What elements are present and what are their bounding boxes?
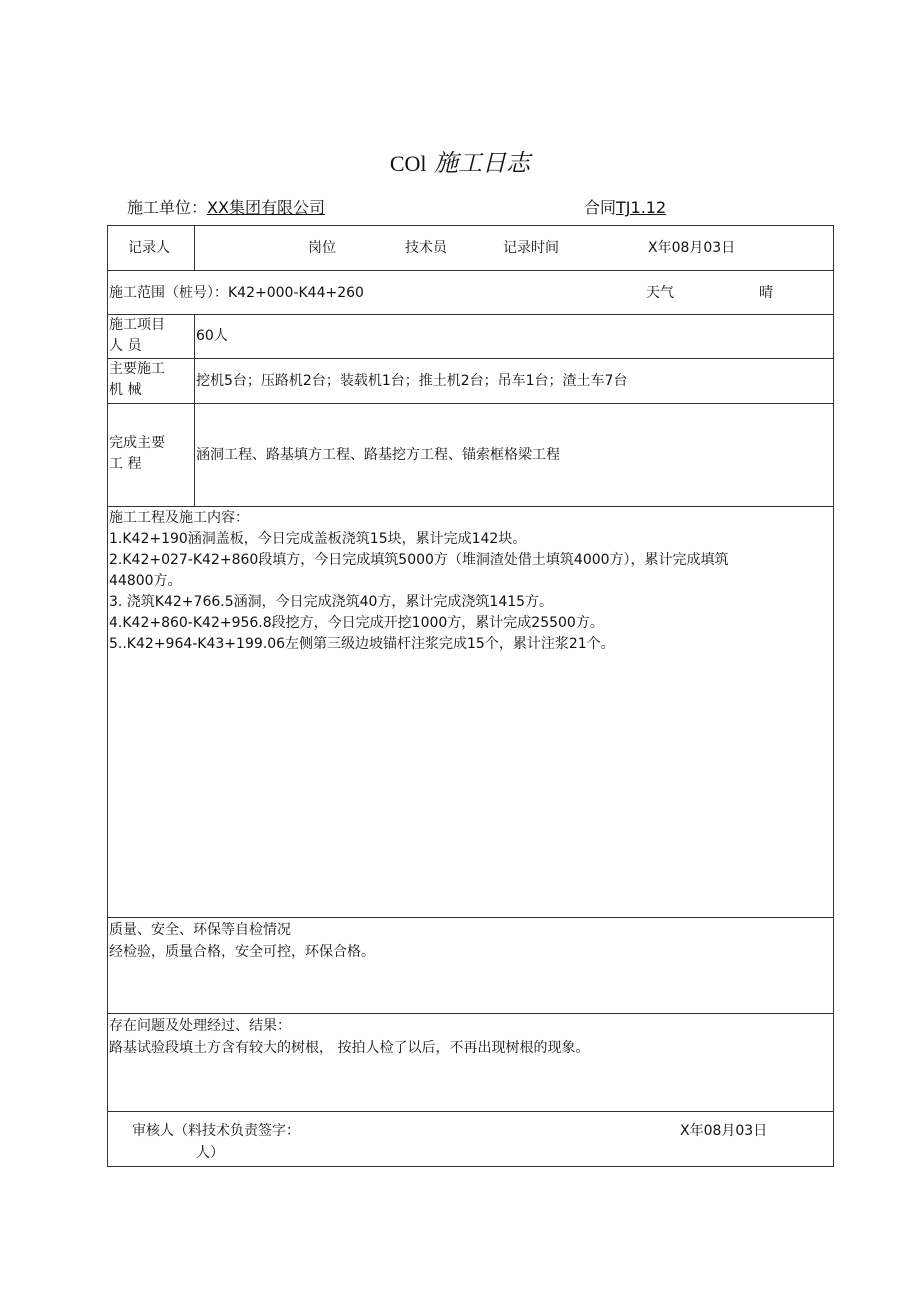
page-title — [0, 146, 920, 181]
issues-heading: 存在问题及处理经过、结果： — [109, 1018, 291, 1034]
review-date: X年08月03日 — [680, 1123, 768, 1139]
scope-value: K42+000-K44+260 — [228, 285, 364, 301]
row-divider — [108, 917, 833, 918]
content-line: 3. 浇筑K42+766.5涵洞，今日完成浇筑40方，累计完成浇筑1415方。 — [109, 594, 554, 610]
machinery-label-line1: 主要施工 — [109, 361, 165, 377]
reviewer-label-line1: 审核人（料技术负责签字： — [132, 1123, 300, 1139]
contract-value: TJ1.12 — [616, 198, 667, 217]
content-line: 5..K42+964-K43+199.06左侧第三级边坡锚杆注浆完成15个，累计注浆21个。 — [109, 636, 615, 652]
scope — [109, 282, 364, 304]
works-label — [109, 433, 165, 475]
machinery-label — [109, 359, 165, 401]
row-divider — [108, 403, 833, 404]
recorder-label: 记录人 — [128, 240, 170, 256]
personnel-label — [109, 315, 165, 357]
title-main: 施工日志 — [434, 149, 531, 177]
record-time-value: X年08月03日 — [648, 240, 736, 256]
personnel-value: 60人 — [196, 328, 228, 344]
contract-label: 合同 — [584, 198, 617, 217]
quality-text: 经检验，质量合格，安全可控，环保合格。 — [109, 944, 375, 960]
works-value: 涵洞工程、路基填方工程、路基挖方工程、锚索框格梁工程 — [196, 447, 560, 463]
construction-unit — [127, 196, 325, 220]
machinery-value: 挖机5台；压路机2台；装载机1台；推土机2台；吊车1台；渣土车7台 — [196, 373, 628, 389]
quality-heading: 质量、安全、环保等自检情况 — [109, 922, 291, 938]
position-label: 岗位 — [308, 240, 336, 256]
issues-section — [109, 1015, 589, 1059]
position-value: 技术员 — [405, 240, 447, 256]
scope-label: 施工范围（桩号）： — [109, 285, 228, 301]
row-divider — [108, 1013, 833, 1014]
row-divider — [108, 314, 833, 315]
col-divider — [194, 226, 195, 270]
quality-section — [109, 919, 375, 963]
content-section — [109, 508, 729, 655]
machinery-label-line2: 机 械 — [109, 382, 142, 398]
issues-text: 路基试验段填土方含有较大的树根， 按拍人检了以后，不再出现树根的现象。 — [109, 1040, 590, 1056]
weather-value: 晴 — [759, 285, 773, 301]
row-divider — [108, 358, 833, 359]
construction-unit-label: 施工单位： — [127, 198, 208, 217]
log-table — [107, 225, 834, 1167]
content-line: 4.K42+860-K42+956.8段挖方，今日完成开挖1000方，累计完成25500方。 — [109, 615, 604, 631]
row-divider — [108, 1111, 833, 1112]
content-heading: 施工工程及施工内容： — [109, 510, 249, 526]
personnel-label-line1: 施工项目 — [109, 317, 165, 333]
content-line: 44800方。 — [109, 573, 182, 589]
reviewer-label — [132, 1120, 300, 1164]
row-divider — [108, 506, 833, 507]
works-label-line1: 完成主要 — [109, 435, 165, 451]
reviewer-label-line2: 人） — [196, 1145, 224, 1161]
title-prefix: COl — [389, 151, 427, 176]
record-time-label: 记录时间 — [503, 240, 559, 256]
weather-label: 天气 — [646, 285, 674, 301]
contract — [584, 196, 666, 220]
content-line: 2.K42+027-K42+860段填方，今日完成填筑5000方（堆洞渣处借土填筑4000方），累计完成填筑 — [109, 552, 729, 568]
content-line: 1.K42+190涵洞盖板，今日完成盖板浇筑15块，累计完成142块。 — [109, 531, 527, 547]
personnel-label-line2: 人 员 — [109, 338, 142, 354]
row-divider — [108, 270, 833, 271]
construction-unit-value: XX集团有限公司 — [207, 198, 325, 217]
col-divider — [194, 314, 195, 506]
works-label-line2: 工 程 — [109, 456, 142, 472]
